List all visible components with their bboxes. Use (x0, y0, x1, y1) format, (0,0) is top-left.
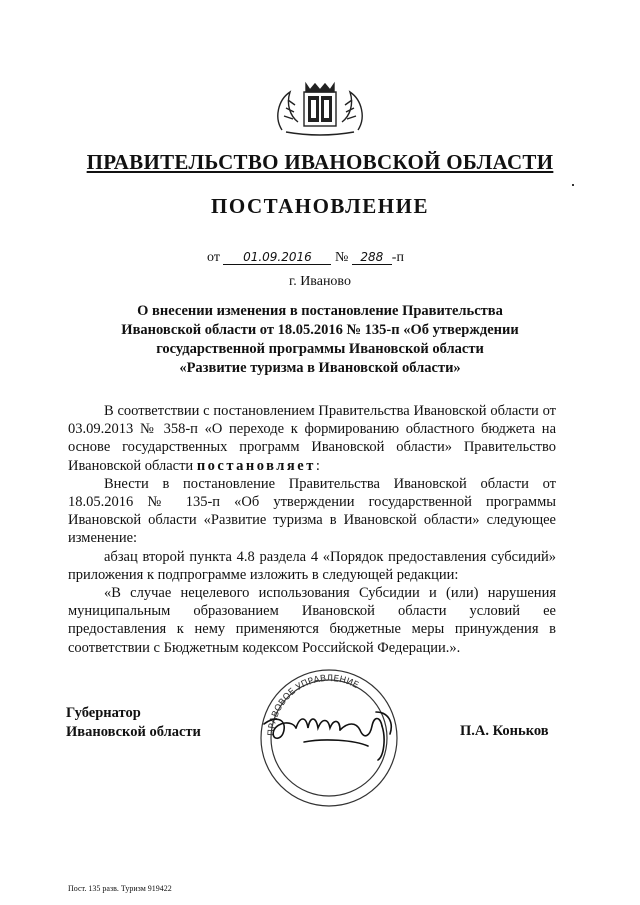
stamp-text: ПРАВОВОЕ УПРАВЛЕНИЕ (266, 673, 360, 737)
body-paragraph: абзац второй пункта 4.8 раздела 4 «Порядок предоставления субсидий» приложения к подпрограмме изложить в следующей редакции: (68, 548, 556, 583)
date-number-line (207, 250, 404, 266)
scan-mark (572, 184, 574, 186)
decree-word: постановляет (196, 457, 316, 474)
signatory-title-line: Губернатор (66, 705, 141, 721)
number-value: 288 (352, 250, 392, 265)
government-title: ПРАВИТЕЛЬСТВО ИВАНОВСКОЙ ОБЛАСТИ (86, 150, 554, 174)
subject-line: «Развитие туризма в Ивановской области» (179, 360, 461, 376)
signatory-title-line: Ивановской области (66, 724, 201, 740)
body-paragraph: «В случае нецелевого использования Субсидии и (или) нарушения муниципальным образованием Ивановской области условий ее предоставления к нему применяются бюджетные меры принуждения в соответствии с Бюджетным кодексом Российской Федерации.». (68, 585, 556, 656)
signatory-name: П.А. Коньков (460, 723, 549, 739)
body-paragraph (68, 402, 556, 475)
document-type: ПОСТАНОВЛЕНИЕ (211, 194, 429, 218)
footer-note: Пост. 135 разв. Туризм 919422 (68, 884, 172, 893)
paragraph-punct: : (315, 457, 320, 474)
document-body (68, 402, 556, 657)
subject-line: Ивановской области от 18.05.2016 № 135-п «Об утверждении (121, 322, 519, 338)
date-value: 01.09.2016 (223, 250, 331, 265)
subject-line: государственной программы Ивановской области (156, 341, 484, 357)
document-subject (60, 302, 580, 378)
body-paragraph: Внести в постановление Правительства Ивановской области от 18.05.2016 № 135-п «Об утверждении государственной программы Ивановской области «Развитие туризма в Ивановской области» следующее изменение: (68, 475, 556, 547)
official-stamp (244, 656, 434, 816)
number-suffix: -п (391, 250, 404, 265)
signatory-title (66, 704, 201, 742)
subject-line: О внесении изменения в постановление Правительства (137, 303, 503, 319)
date-prefix: от (207, 250, 220, 265)
paragraph-text: В соответствии с постановлением Правительства Ивановской области от 03.09.2013 № 358-п «О переходе к формированию областного бюджета на основе государственных программ Ивановской области» Правительство Ивановской области (68, 403, 556, 474)
city: г. Иваново (289, 274, 351, 289)
number-sign: № (334, 250, 349, 265)
coat-of-arms-emblem (272, 78, 368, 136)
